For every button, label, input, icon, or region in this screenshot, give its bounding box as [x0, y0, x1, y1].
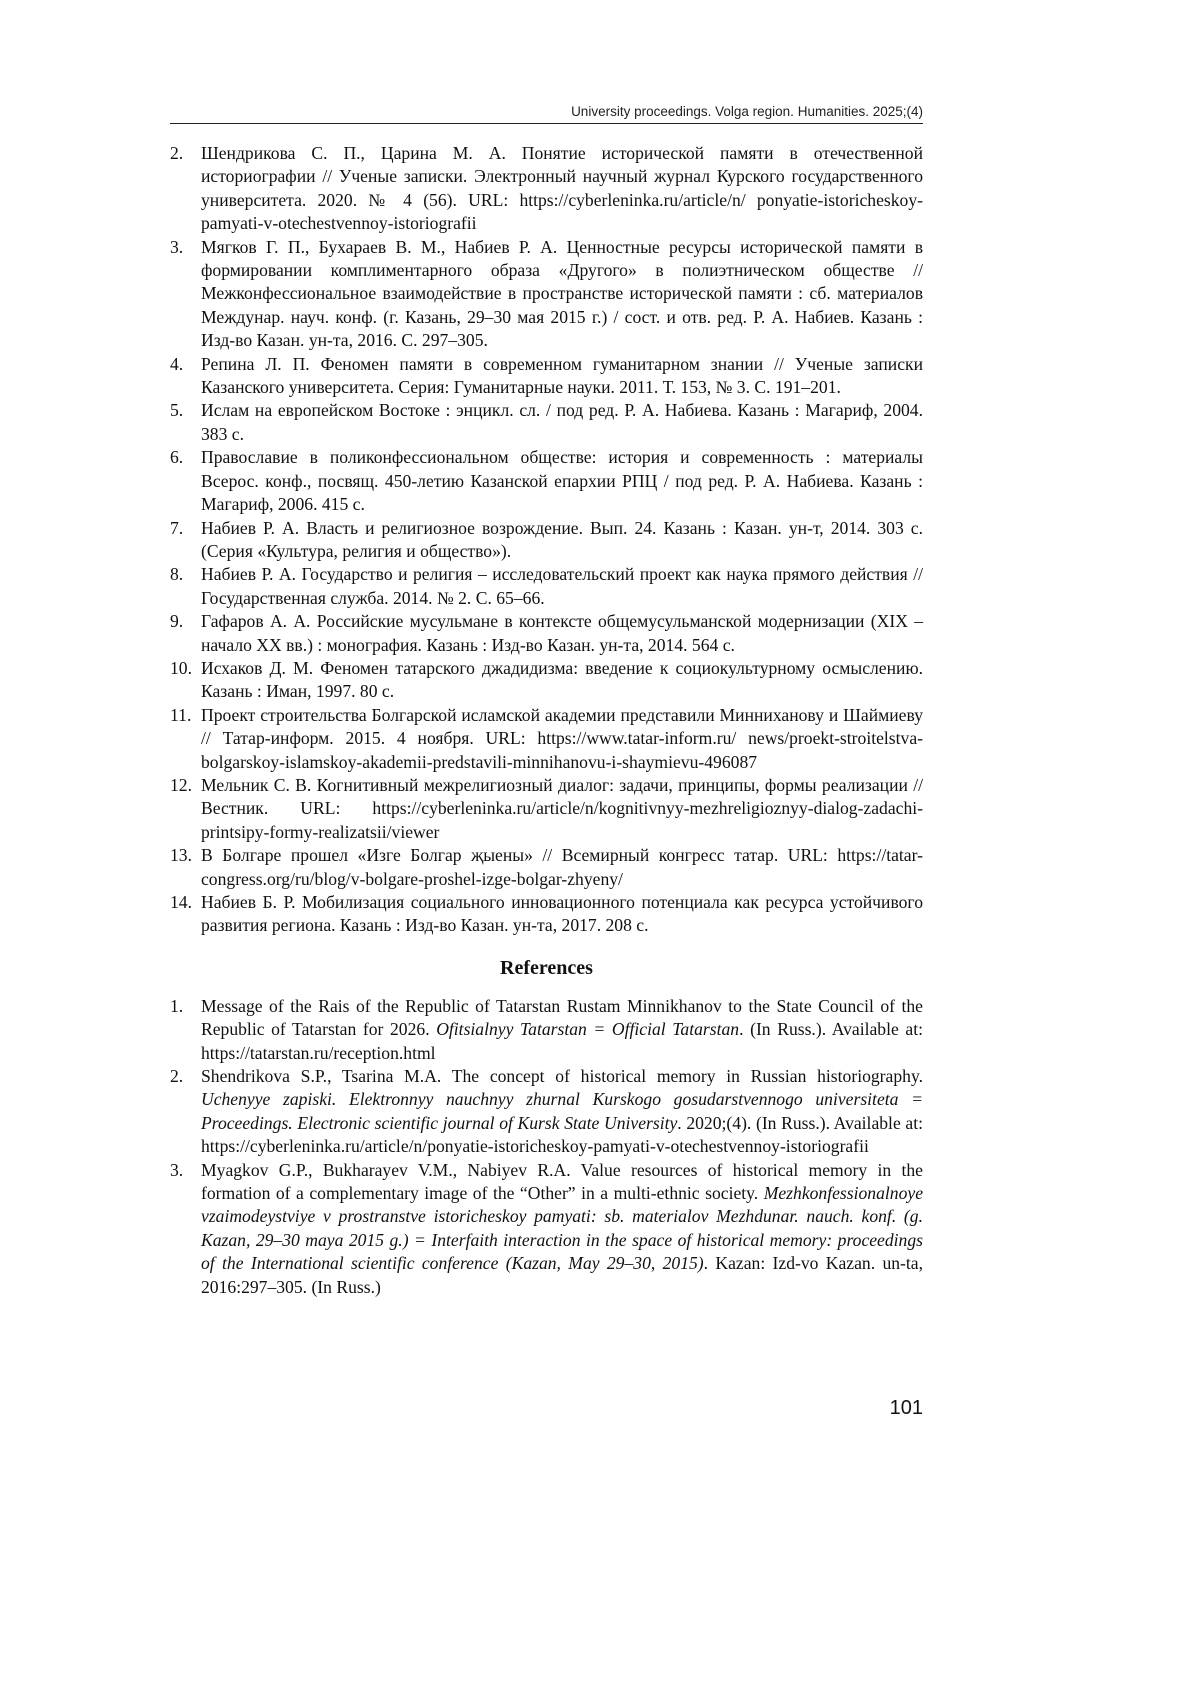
list-item	[170, 446, 923, 516]
item-text: Православие в поликонфессиональном обществе: история и современность : материалы Всерос. конф., посвящ. 450-летию Казанской епархии РПЦ / под ред. Р. А. Набиева. Казань : Магариф, 2006. 415 с.	[201, 447, 923, 515]
list-item	[170, 774, 923, 844]
item-number: 3.	[170, 236, 184, 257]
item-text-plain: Myagkov G.P., Bukharayev V.M., Nabiyev R.A. Value resources of historical memory in the formation of a complementary image of the “Other” in a multi-ethnic society.	[201, 1159, 923, 1204]
item-number: 6.	[170, 447, 184, 468]
list-item	[170, 610, 923, 657]
item-number: 8.	[170, 564, 184, 585]
item-number: 2.	[170, 1066, 184, 1087]
list-item	[170, 844, 923, 891]
list-item	[170, 142, 923, 236]
russian-reference-list	[170, 142, 923, 938]
list-item	[170, 563, 923, 610]
item-number: 10.	[170, 657, 192, 678]
item-number: 9.	[170, 611, 184, 632]
item-text	[201, 996, 923, 1063]
item-text-italic: Uchenyye zapiski. Elektronnyy nauchnyy zhurnal Kurskogo gosudarstvennogo universiteta = Proceedings. Electronic scientific journal of Kursk State University	[201, 1089, 923, 1133]
references-heading: References	[500, 956, 593, 979]
item-text-plain: . 2020;(4). (In Russ.). Available at: https://cyberleninka.ru/article/n/ponyatie-istoricheskoy-pamyati-v-otechestvennoy-istoriografii	[201, 1112, 923, 1157]
english-reference-list	[170, 995, 923, 1299]
item-text	[201, 1160, 923, 1297]
item-number: 13.	[170, 845, 192, 866]
item-text: Набиев Р. А. Власть и религиозное возрождение. Вып. 24. Казань : Казан. ун-т, 2014. 303 с. (Серия «Культура, религия и общество»).	[201, 517, 923, 561]
item-text: Ислам на европейском Востоке : энцикл. сл. / под ред. Р. А. Набиева. Казань : Магариф, 2004. 383 с.	[201, 400, 923, 444]
item-text-plain: Shendrikova S.P., Tsarina M.A. The concept of historical memory in Russian historiography.	[201, 1066, 923, 1087]
item-text: Набиев Б. Р. Мобилизация социального инновационного потенциала как ресурса устойчивого развития региона. Казань : Изд-во Казан. ун-та, 2017. 208 с.	[201, 892, 923, 936]
list-item	[170, 1159, 923, 1299]
page-content	[170, 142, 923, 1299]
list-item	[170, 657, 923, 704]
list-item	[170, 891, 923, 938]
list-item	[170, 399, 923, 446]
item-text: Шендрикова С. П., Царина М. А. Понятие исторической памяти в отечественной историографии // Ученые записки. Электронный научный журнал Курского государственного университета. 2020. № 4 (56). URL: https://cyberleninka.ru/article/n/ ponyatie-istoricheskoy-pamyati-v-otechestvennoy-istoriografii	[201, 143, 923, 234]
running-header	[170, 104, 923, 124]
item-number: 3.	[170, 1159, 184, 1180]
running-title: University proceedings. Volga region. Humanities. 2025;(4)	[571, 104, 923, 119]
item-text	[201, 1066, 923, 1156]
list-item	[170, 236, 923, 353]
item-number: 4.	[170, 353, 184, 374]
page-number: 101	[889, 1397, 923, 1419]
list-item	[170, 517, 923, 564]
item-text: Мельник С. В. Когнитивный межрелигиозный диалог: задачи, принципы, формы реализации // Вестник. URL: https://cyberleninka.ru/article/n/kognitivnyy-mezhreligioznyy-dialog-zadachi-printsipy-formy-realizatsii/viewer	[201, 774, 923, 842]
item-text: Исхаков Д. М. Феномен татарского джадидизма: введение к социокультурному осмыслению. Казань : Иман, 1997. 80 с.	[201, 657, 923, 702]
item-text: Репина Л. П. Феномен памяти в современном гуманитарном знании // Ученые записки Казанского университета. Серия: Гуманитарные науки. 2011. Т. 153, № 3. С. 191–201.	[201, 353, 923, 398]
list-item	[170, 353, 923, 400]
item-text-plain: . Kazan: Izd-vo Kazan. un-ta, 2016:297–305. (In Russ.)	[201, 1253, 923, 1297]
item-number: 2.	[170, 143, 184, 163]
item-text-plain: Message of the Rais of the Republic of Tatarstan Rustam Minnikhanov to the State Council of the Republic of Tatarstan for 2026.	[201, 995, 923, 1040]
item-number: 1.	[170, 995, 184, 1016]
list-item	[170, 995, 923, 1065]
item-number: 11.	[170, 704, 192, 725]
item-number: 14.	[170, 892, 192, 912]
list-item	[170, 1065, 923, 1159]
item-text: Гафаров А. А. Российские мусульмане в контексте общемусульманской модернизации (XIX – начало XX вв.) : монография. Казань : Изд-во Казан. ун-та, 2014. 564 с.	[201, 611, 923, 655]
list-item	[170, 704, 923, 774]
item-number: 7.	[170, 517, 184, 538]
item-number: 12.	[170, 774, 192, 795]
item-text-italic: Mezhkonfessionalnoye vzaimodeystviye v prostranstve istoricheskoy pamyati: sb. materialov Mezhdunar. nauch. konf. (g. Kazan, 29–30 maya 2015 g.) = Interfaith interaction in the space of historical memory: proceedings of the International scientific conference (Kazan, May 29–30, 2015)	[201, 1183, 923, 1274]
item-text: Мягков Г. П., Бухараев В. М., Набиев Р. А. Ценностные ресурсы исторической памяти в формировании комплиментарного образа «Другого» в полиэтническом обществе // Межконфессиональное взаимодействие в пространстве исторической памяти : сб. материалов Междунар. науч. конф. (г. Казань, 29–30 мая 2015 г.) / сост. и отв. ред. Р. А. Набиев. Казань : Изд-во Казан. ун-та, 2016. С. 297–305.	[201, 236, 923, 351]
item-text-italic: Ofitsialnyy Tatarstan = Official Tatarstan	[436, 1019, 740, 1040]
item-text: В Болгаре прошел «Изге Болгар җыены» // Всемирный конгресс татар. URL: https://tatar-congress.org/ru/blog/v-bolgare-proshel-izge-bolgar-zhyeny/	[201, 845, 923, 889]
item-number: 5.	[170, 400, 184, 421]
item-text: Проект строительства Болгарской исламской академии представили Минниханову и Шаймиеву // Татар-информ. 2015. 4 ноября. URL: https://www.tatar-inform.ru/ news/proekt-stroitelstva-bolgarskoy-islamskoy-akademii-predstavili-minnihanovu-i-shaymievu-496087	[201, 704, 923, 772]
item-text-plain: . (In Russ.). Available at: https://tatarstan.ru/reception.html	[201, 1019, 923, 1063]
item-text: Набиев Р. А. Государство и религия – исследовательский проект как наука прямого действия // Государственная служба. 2014. № 2. С. 65–66.	[201, 564, 923, 608]
